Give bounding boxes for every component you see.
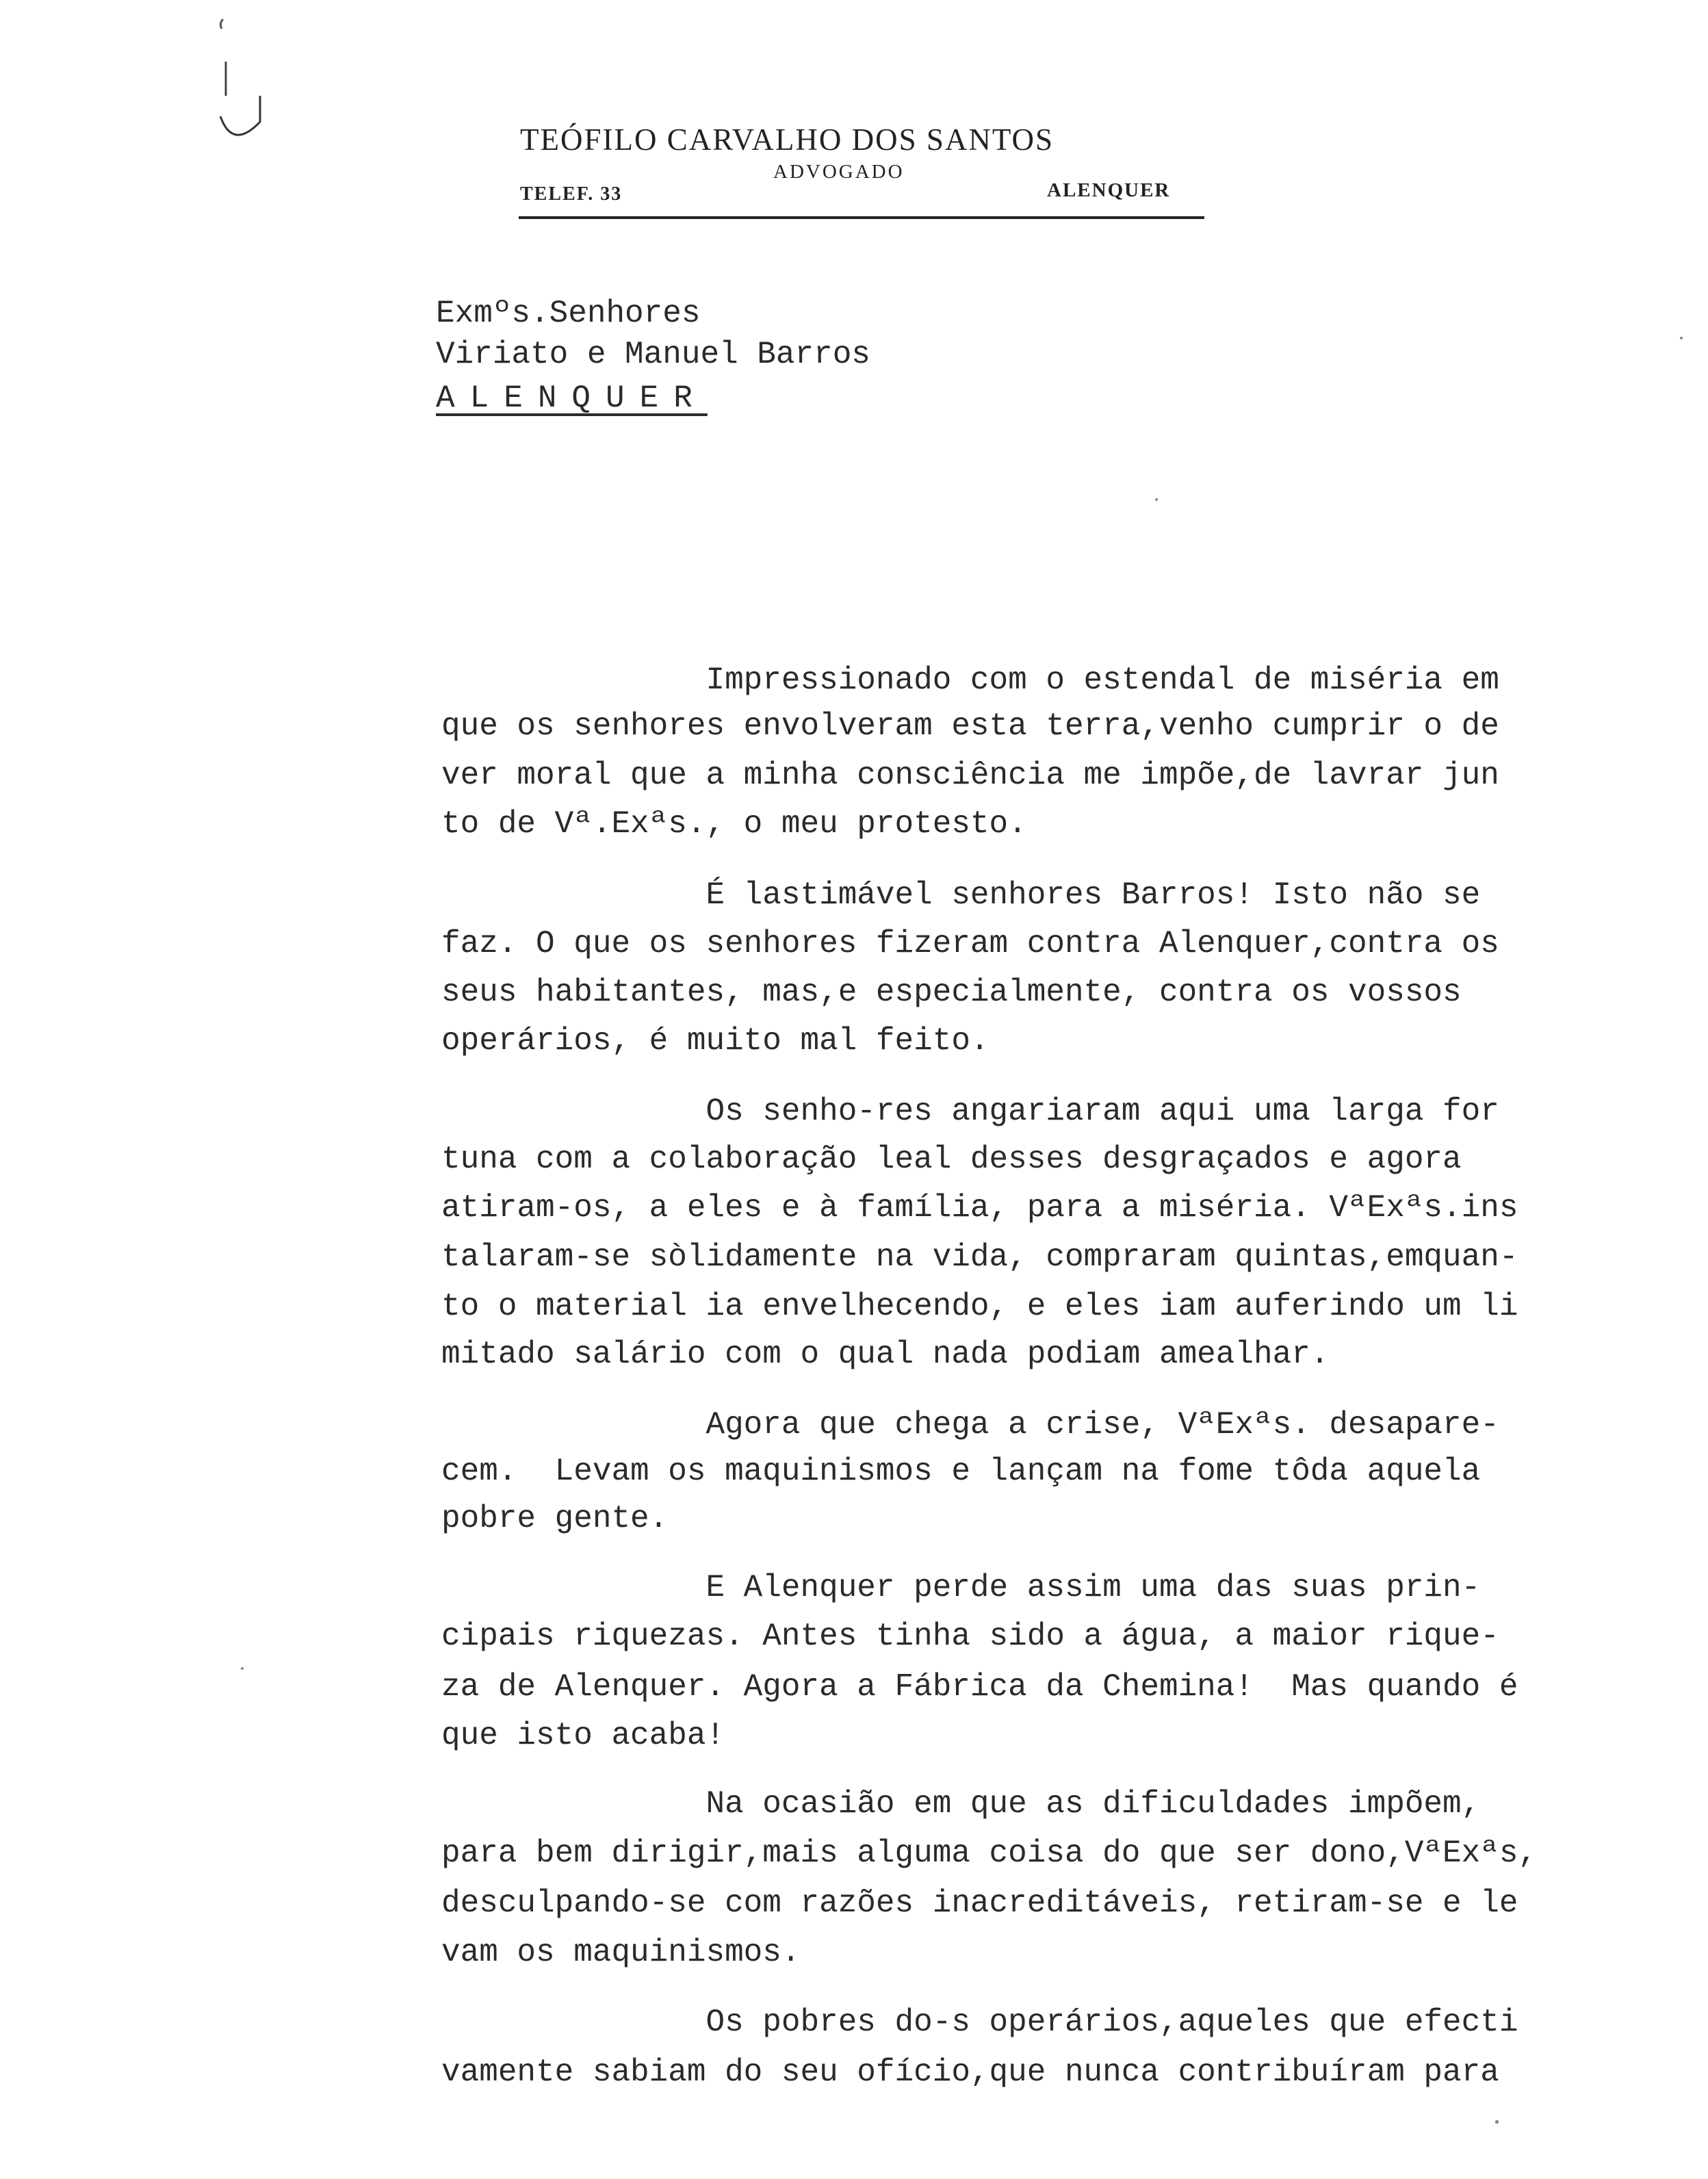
body-line: É lastimável senhores Barros! Isto não se — [441, 877, 1481, 913]
letterhead-rule — [519, 216, 1204, 219]
body-line: ver moral que a minha consciência me impõe,de lavrar jun — [441, 758, 1499, 793]
speck-mark — [1495, 2120, 1499, 2124]
body-line: faz. O que os senhores fizeram contra Alenquer,contra os — [441, 926, 1499, 962]
body-line: Os senho-res angariaram aqui uma larga for — [441, 1094, 1499, 1129]
letterhead-city: ALENQUER — [1047, 179, 1171, 201]
body-line: pobre gente. — [441, 1501, 669, 1536]
body-line: to o material ia envelhecendo, e eles iam auferindo um li — [441, 1289, 1518, 1324]
letterhead-role: ADVOGADO — [773, 161, 905, 183]
addressee-city: ALENQUER — [436, 381, 708, 416]
body-line: atiram-os, a eles e à família, para a miséria. VªExªs.ins — [441, 1190, 1518, 1226]
body-line: to de Vª.Exªs., o meu protesto. — [441, 806, 1027, 842]
body-line: Na ocasião em que as dificuldades impõem, — [441, 1786, 1481, 1822]
speck-mark — [241, 1667, 244, 1670]
body-line: za de Alenquer. Agora a Fábrica da Chemina! Mas quando é — [441, 1669, 1518, 1705]
body-line: desculpando-se com razões inacreditáveis, retiram-se e le — [441, 1885, 1518, 1921]
body-line: Agora que chega a crise, VªExªs. desapare- — [441, 1407, 1499, 1443]
addressee-salutation: Exmºs.Senhores — [436, 296, 701, 331]
body-line: talaram-se sòlidamente na vida, compraram quintas,emquan- — [441, 1239, 1518, 1275]
body-line: Impressionado com o estendal de miséria em — [441, 662, 1499, 698]
letterhead-name: TEÓFILO CARVALHO DOS SANTOS — [520, 123, 1054, 157]
body-line: mitado salário com o qual nada podiam amealhar. — [441, 1337, 1330, 1372]
body-line: cem. Levam os maquinismos e lançam na fome tôda aquela — [441, 1454, 1481, 1489]
body-line: E Alenquer perde assim uma das suas prin- — [441, 1570, 1481, 1606]
body-line: tuna com a colaboração leal desses desgraçados e agora — [441, 1142, 1462, 1177]
body-line: operários, é muito mal feito. — [441, 1023, 989, 1059]
body-line: cipais riquezas. Antes tinha sido a água, a maior rique- — [441, 1619, 1499, 1654]
speck-mark — [1680, 337, 1683, 339]
body-line: vamente sabiam do seu ofício,que nunca contribuíram para — [441, 2054, 1499, 2090]
body-line: que os senhores envolveram esta terra,venho cumprir o de — [441, 708, 1499, 744]
body-line: Os pobres do-s operários,aqueles que efecti — [441, 2004, 1518, 2040]
body-line: vam os maquinismos. — [441, 1935, 801, 1970]
body-line: para bem dirigir,mais alguma coisa do que ser dono,VªExªs, — [441, 1835, 1538, 1871]
letterhead-phone: TELEF. 33 — [520, 183, 623, 205]
speck-mark — [1155, 498, 1158, 501]
body-line: que isto acaba! — [441, 1718, 725, 1753]
body-line: seus habitantes, mas,e especialmente, contra os vossos — [441, 975, 1462, 1010]
addressee-names: Viriato e Manuel Barros — [436, 337, 870, 372]
staple-mark-icon — [205, 14, 281, 151]
